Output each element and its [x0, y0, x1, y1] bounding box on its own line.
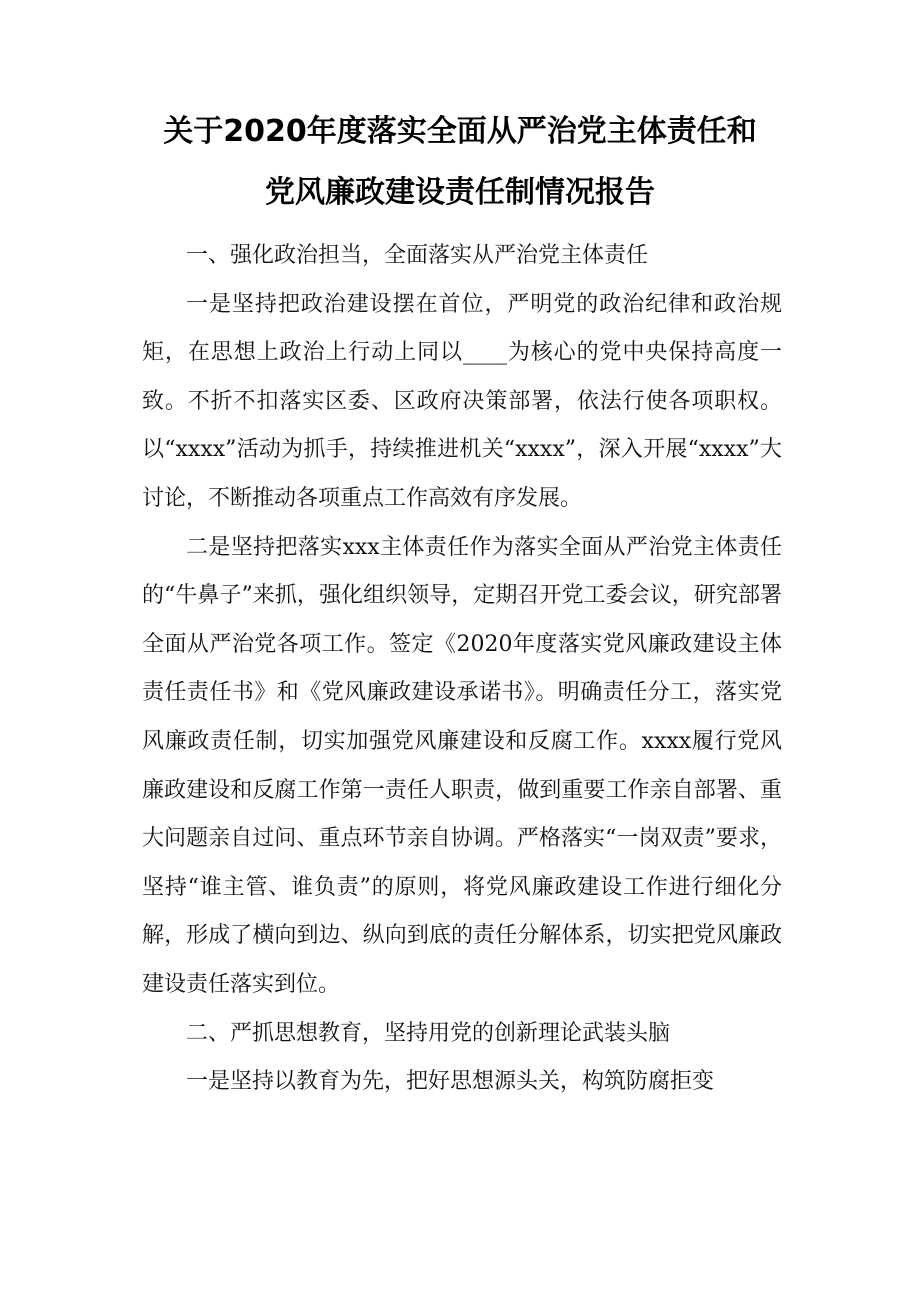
report-title-line-2: 党风廉政建设责任制情况报告: [265, 175, 655, 210]
report-body: [142, 232, 782, 1107]
paragraph-main-responsibility: 二是坚持把落实xxx主体责任作为落实全面从严治党主体责任的“牛鼻子”来抓，强化组织领导，定期召开党工委会议，研究部署全面从严治党各项工作。签定《2020年度落实党风廉政建设主体责任责任书》和《党风廉政建设承诺书》。明确责任分工，落实党风廉政责任制，切实加强党风廉建设和反腐工作。xxxx履行党风廉政建设和反腐工作第一责任人职责，做到重要工作亲自部署、重大问题亲自过问、重点环节亲自协调。严格落实“一岗双责”要求，坚持“谁主管、谁负责”的原则，将党风廉政建设工作进行细化分解，形成了横向到边、纵向到底的责任分解体系，切实把党风廉政建设责任落实到位。: [142, 534, 782, 997]
section-heading-1: 一、强化政治担当，全面落实从严治党主体责任: [186, 243, 649, 268]
paragraph-political-construction: 一是坚持把政治建设摆在首位，严明党的政治纪律和政治规矩，在思想上政治上行动上同以____为核心的党中央保持高度一致。不折不扣落实区委、区政府决策部署，依法行使各项职权。以“xxxx”活动为抓手，持续推进机关“xxxx”，深入开展“xxxx”大讨论，不断推动各项重点工作高效有序发展。: [142, 291, 782, 511]
report-title-line-1: 关于2020年度落实全面从严治党主体责任和: [163, 114, 757, 149]
paragraph-education: 一是坚持以教育为先，把好思想源头关，构筑防腐拒变: [186, 1069, 715, 1095]
section-heading-2: 二、严抓思想教育，坚持用党的创新理论武装头脑: [186, 1020, 671, 1046]
